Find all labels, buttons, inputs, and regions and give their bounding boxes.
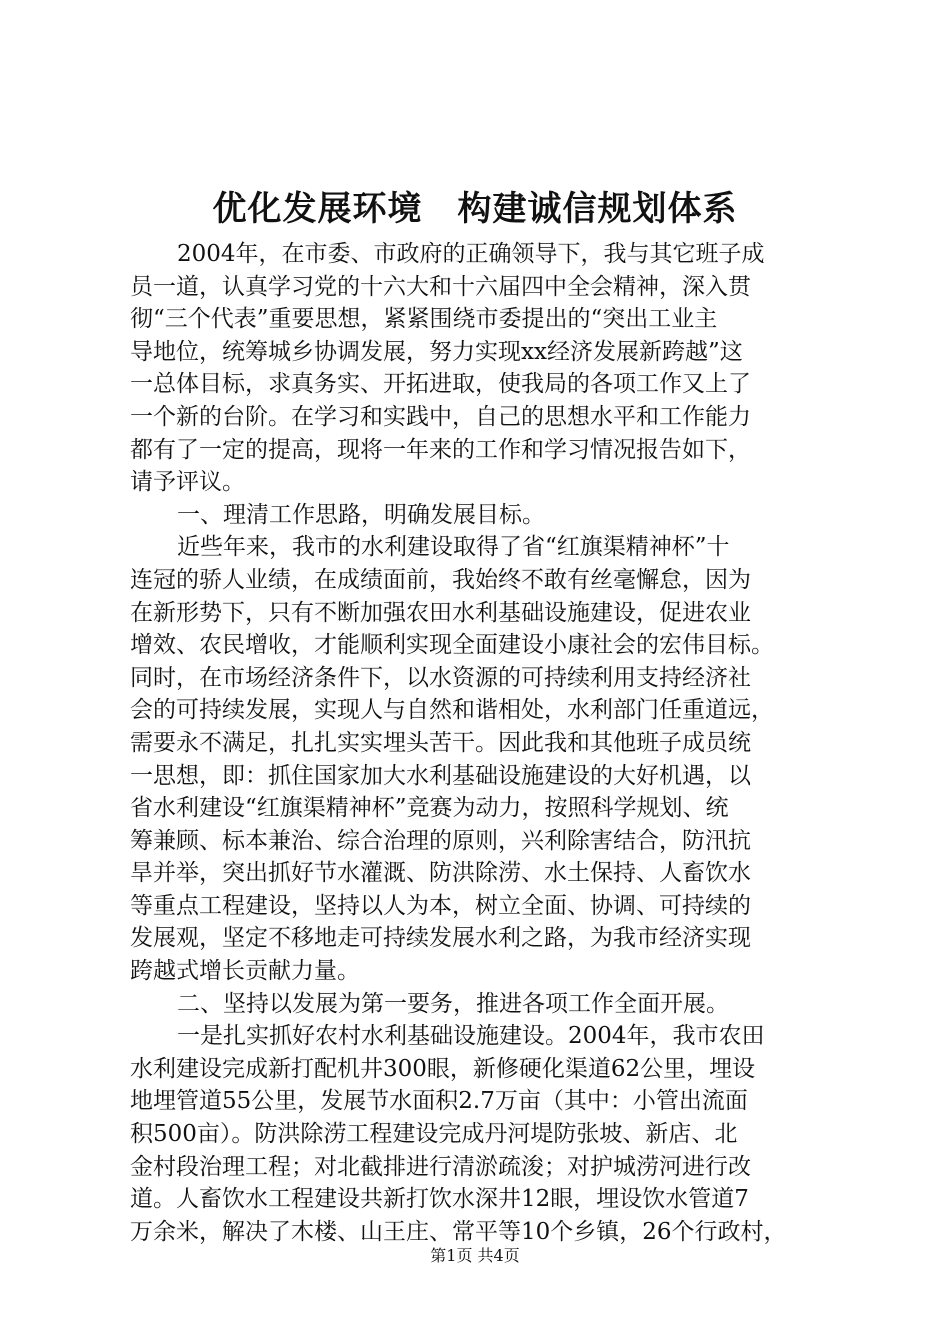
page-footer: 第1页 共4页 (430, 1246, 520, 1265)
text-line: 2004年，在市委、市政府的正确领导下，我与其它班子成 (177, 241, 765, 267)
text-line: 二、坚持以发展为第一要务，推进各项工作全面开展。 (177, 990, 729, 1017)
text-line: 一总体目标，求真务实、开拓进取，使我局的各项工作又上了 (130, 371, 751, 398)
document-title: 优化发展环境 构建诚信规划体系 (212, 189, 738, 229)
text-line: 省水利建设“红旗渠精神杯”竞赛为动力，按照科学规划、统 (130, 795, 729, 822)
text-line: 连冠的骄人业绩，在成绩面前，我始终不敢有丝毫懈怠，因为 (130, 566, 751, 593)
text-line: 水利建设完成新打配机井300眼，新修硬化渠道62公里，埋设 (130, 1055, 756, 1082)
text-line: 旱并举，突出抓好节水灌溉、防洪除涝、水土保持、人畜饮水 (130, 860, 751, 887)
text-line: 道。人畜饮水工程建设共新打饮水深井12眼，埋设饮水管道7 (130, 1186, 749, 1213)
text-line: 在新形势下，只有不断加强农田水利基础设施建设，促进农业 (130, 599, 751, 626)
text-line: 彻“三个代表”重要思想，紧紧围绕市委提出的“突出工业主 (130, 306, 718, 333)
text-line: 员一道，认真学习党的十六大和十六届四中全会精神，深入贯 (130, 273, 751, 300)
text-line: 一思想，即：抓住国家加大水利基础设施建设的大好机遇，以 (130, 762, 751, 789)
text-line: 发展观，坚定不移地走可持续发展水利之路，为我市经济实现 (130, 925, 751, 952)
text-line: 请予评议。 (130, 469, 245, 496)
text-line: 近些年来，我市的水利建设取得了省“红旗渠精神杯”十 (177, 534, 730, 561)
text-line: 跨越式增长贡献力量。 (130, 958, 360, 985)
text-line: 地埋管道55公里，发展节水面积2.7万亩（其中：小管出流面 (130, 1088, 748, 1115)
text-line: 同时，在市场经济条件下，以水资源的可持续利用支持经济社 (130, 664, 751, 691)
text-line: 导地位，统筹城乡协调发展，努力实现xx经济发展新跨越”这 (130, 338, 743, 365)
text-line: 金村段治理工程；对北截排进行清淤疏浚；对护城涝河进行改 (130, 1153, 751, 1180)
text-line: 积500亩）。防洪除涝工程建设完成丹河堤防张坡、新店、北 (130, 1121, 738, 1148)
text-line: 万余米，解决了木楼、山王庄、常平等10个乡镇，26个行政村， (130, 1218, 787, 1245)
text-line: 都有了一定的提高，现将一年来的工作和学习情况报告如下， (130, 436, 751, 463)
text-line: 一个新的台阶。在学习和实践中，自己的思想水平和工作能力 (130, 403, 751, 430)
text-line: 一是扎实抓好农村水利基础设施建设。2004年，我市农田 (177, 1023, 765, 1050)
text-line: 一、理清工作思路，明确发展目标。 (177, 501, 545, 528)
text-line: 筹兼顾、标本兼治、综合治理的原则，兴利除害结合，防汛抗 (130, 827, 751, 854)
text-line: 需要永不满足，扎扎实实埋头苦干。因此我和其他班子成员统 (130, 729, 751, 756)
text-line: 等重点工程建设，坚持以人为本，树立全面、协调、可持续的 (130, 892, 751, 919)
text-line: 增效、农民增收，才能顺利实现全面建设小康社会的宏伟目标。 (130, 632, 774, 659)
text-line: 会的可持续发展，实现人与自然和谐相处，水利部门任重道远， (130, 697, 774, 724)
document-body (130, 238, 830, 1248)
